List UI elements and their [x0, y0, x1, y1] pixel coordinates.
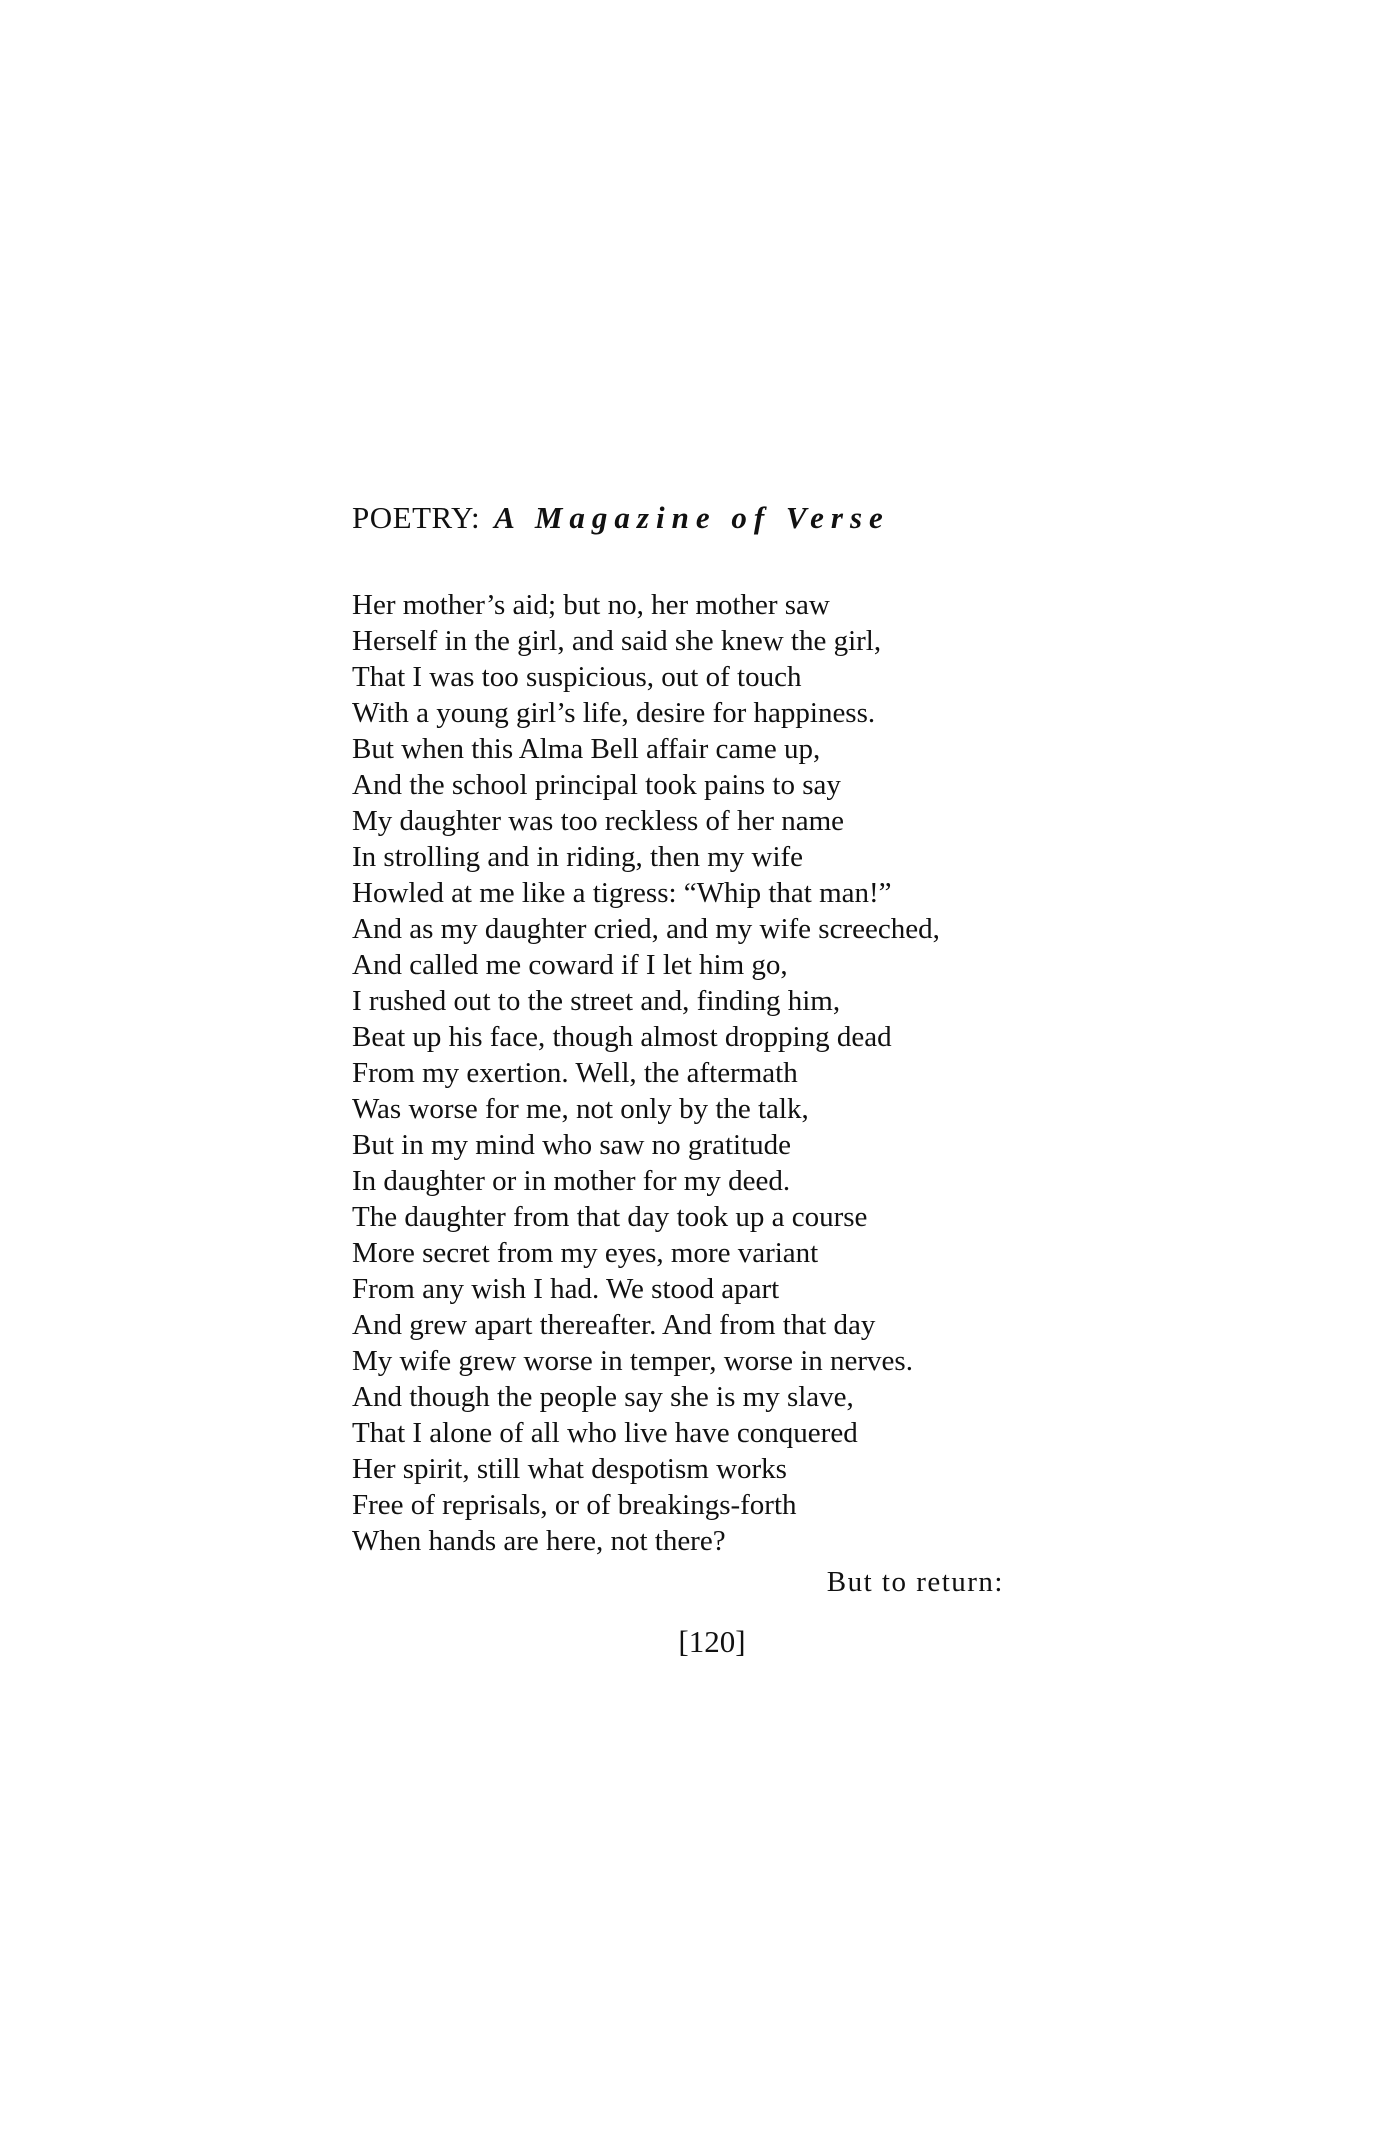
poem-line: But when this Alma Bell affair came up, — [352, 733, 821, 765]
poem-line: Her spirit, still what despotism works — [352, 1453, 787, 1485]
poem-line: When hands are here, not there? — [352, 1525, 726, 1557]
poem-line: And though the people say she is my slave, — [352, 1381, 854, 1413]
poem-line: More secret from my eyes, more variant — [352, 1237, 819, 1269]
poem-line: Howled at me like a tigress: “Whip that man!” — [352, 877, 892, 909]
poem-line: In daughter or in mother for my deed. — [352, 1165, 791, 1197]
poem-line: Free of reprisals, or of breakings-forth — [352, 1489, 797, 1521]
poem-line: With a young girl’s life, desire for happiness. — [352, 697, 876, 729]
poem-line: That I was too suspicious, out of touch — [352, 661, 802, 693]
poem-line: Was worse for me, not only by the talk, — [352, 1093, 809, 1125]
running-header — [352, 500, 890, 536]
magazine-subtitle: A Magazine of Verse — [494, 500, 890, 535]
poem-line: And as my daughter cried, and my wife screeched, — [352, 913, 940, 945]
poem-line: In strolling and in riding, then my wife — [352, 841, 804, 873]
poem-line: My wife grew worse in temper, worse in nerves. — [352, 1345, 913, 1377]
poem-line: Her mother’s aid; but no, her mother saw — [352, 589, 830, 621]
poem-line: From my exertion. Well, the aftermath — [352, 1057, 798, 1089]
magazine-title: POETRY: — [352, 500, 481, 535]
poem-line: And called me coward if I let him go, — [352, 949, 788, 981]
poem-line: My daughter was too reckless of her name — [352, 805, 845, 837]
poem-line: Beat up his face, though almost dropping dead — [352, 1021, 892, 1053]
poem-line: I rushed out to the street and, finding him, — [352, 985, 841, 1017]
poem-line: But in my mind who saw no gratitude — [352, 1129, 791, 1161]
poem-body — [352, 587, 940, 1559]
poem-line: That I alone of all who live have conquered — [352, 1417, 858, 1449]
continuation-line: But to return: — [826, 1566, 1004, 1598]
poem-line: And grew apart thereafter. And from that day — [352, 1309, 876, 1341]
poem-line: From any wish I had. We stood apart — [352, 1273, 780, 1305]
page-number: [120] — [678, 1624, 746, 1659]
poem-line: The daughter from that day took up a course — [352, 1201, 868, 1233]
poem-line: And the school principal took pains to say — [352, 769, 841, 801]
poem-line: Herself in the girl, and said she knew the girl, — [352, 625, 882, 657]
